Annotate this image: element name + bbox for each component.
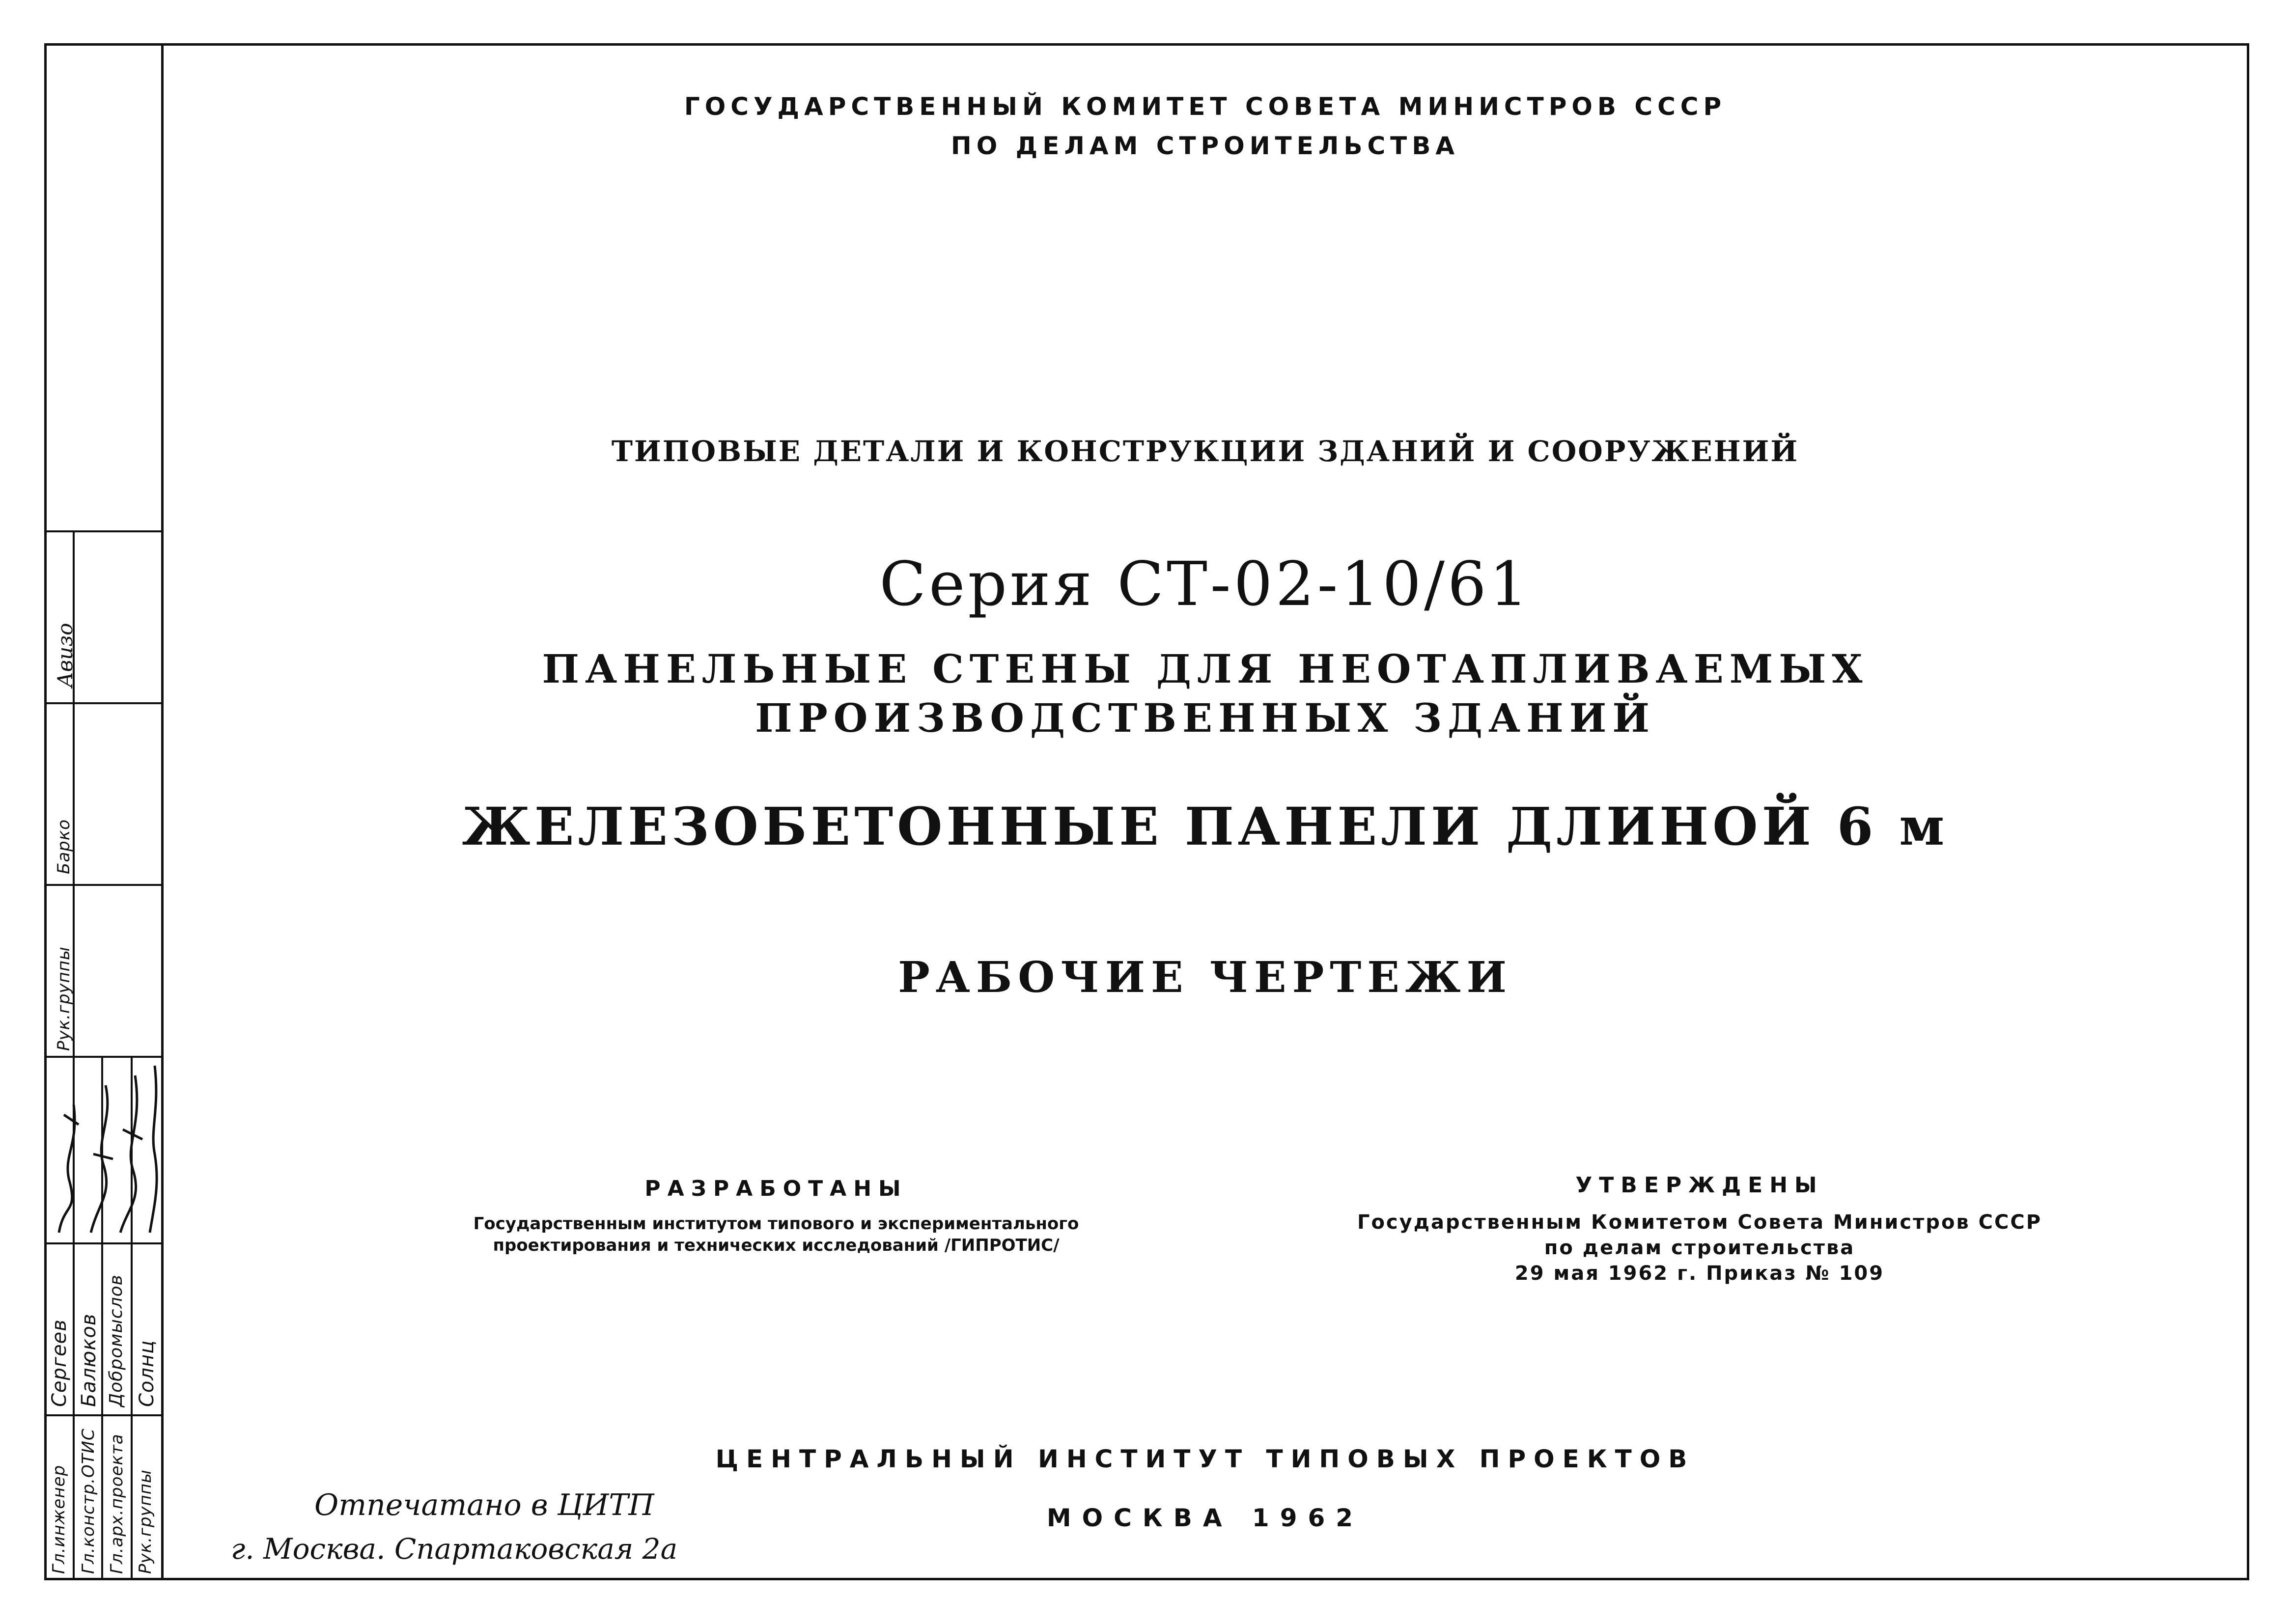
- approved-line-2: по делам строительства: [1544, 1237, 1855, 1259]
- developed-heading: РАЗРАБОТАНЫ: [644, 1176, 908, 1201]
- stamp-name-solnts: Солнц: [136, 1340, 158, 1407]
- committee-line-2: ПО ДЕЛАМ СТРОИТЕЛЬСТВА: [950, 132, 1460, 160]
- stamp-role-chief-constructor: Гл.констр.ОТИС: [79, 1428, 98, 1574]
- stamp-divider: [44, 702, 161, 704]
- printed-line-2: г. Москва. Спартаковская 2а: [231, 1532, 678, 1566]
- stamp-divider: [44, 1242, 161, 1244]
- stamp-divider: [44, 1414, 161, 1416]
- stamp-role-group-lead: Рук.группы: [54, 946, 74, 1051]
- working-drawings-title: РАБОЧИЕ ЧЕРТЕЖИ: [898, 953, 1512, 1002]
- approved-heading: УТВЕРЖДЕНЫ: [1575, 1173, 1824, 1198]
- central-institute: ЦЕНТРАЛЬНЫЙ ИНСТИТУТ ТИПОВЫХ ПРОЕКТОВ: [715, 1445, 1695, 1473]
- series-title: Серия СТ-02-10/61: [879, 549, 1531, 620]
- city-year: МОСКВА 1962: [1046, 1504, 1364, 1532]
- typical-details-heading: ТИПОВЫЕ ДЕТАЛИ И КОНСТРУКЦИИ ЗДАНИЙ И СООРУЖЕНИЙ: [611, 435, 1799, 468]
- signatures-block: [44, 1056, 161, 1242]
- printed-line-1: Отпечатано в ЦИТП: [314, 1488, 654, 1522]
- committee-line-1: ГОСУДАРСТВЕННЫЙ КОМИТЕТ СОВЕТА МИНИСТРОВ СССР: [684, 92, 1727, 121]
- stamp-name-sergeev: Сергеев: [48, 1319, 71, 1407]
- developed-block: [393, 1176, 1159, 1256]
- stamp-divider: [73, 530, 75, 1580]
- developed-line-2: проектирования и технических исследований /ГИПРОТИС/: [493, 1236, 1060, 1255]
- subtitle-line-2: ПРОИЗВОДСТВЕННЫХ ЗДАНИЙ: [755, 695, 1655, 741]
- panels-title: ЖЕЛЕЗОБЕТОННЫЕ ПАНЕЛИ ДЛИНОЙ 6 м: [462, 796, 1949, 857]
- stamp-divider: [44, 530, 161, 532]
- stamp-role-chief-engineer: Гл.инженер: [49, 1464, 69, 1574]
- approved-line-1: Государственным Комитетом Совета Министров СССР: [1357, 1211, 2042, 1234]
- stamp-divider: [44, 884, 161, 886]
- stamp-name-barko: Барко: [54, 819, 74, 874]
- stamp-name-dobromyslov: Добромыслов: [106, 1274, 126, 1407]
- signature: Авизо: [53, 623, 77, 688]
- developed-line-1: Государственным институтом типового и экспериментального: [473, 1214, 1079, 1234]
- approved-block: [1316, 1173, 2083, 1286]
- stamp-role-chief-architect: Гл.арх.проекта: [107, 1433, 127, 1574]
- stamp-name-balyukov: Балюков: [78, 1313, 100, 1407]
- approved-line-3: 29 мая 1962 г. Приказ № 109: [1514, 1262, 1885, 1285]
- subtitle-line-1: ПАНЕЛЬНЫЕ СТЕНЫ ДЛЯ НЕОТАПЛИВАЕМЫХ: [542, 646, 1869, 692]
- stamp-role-group-lead-2: Рук.группы: [136, 1469, 155, 1574]
